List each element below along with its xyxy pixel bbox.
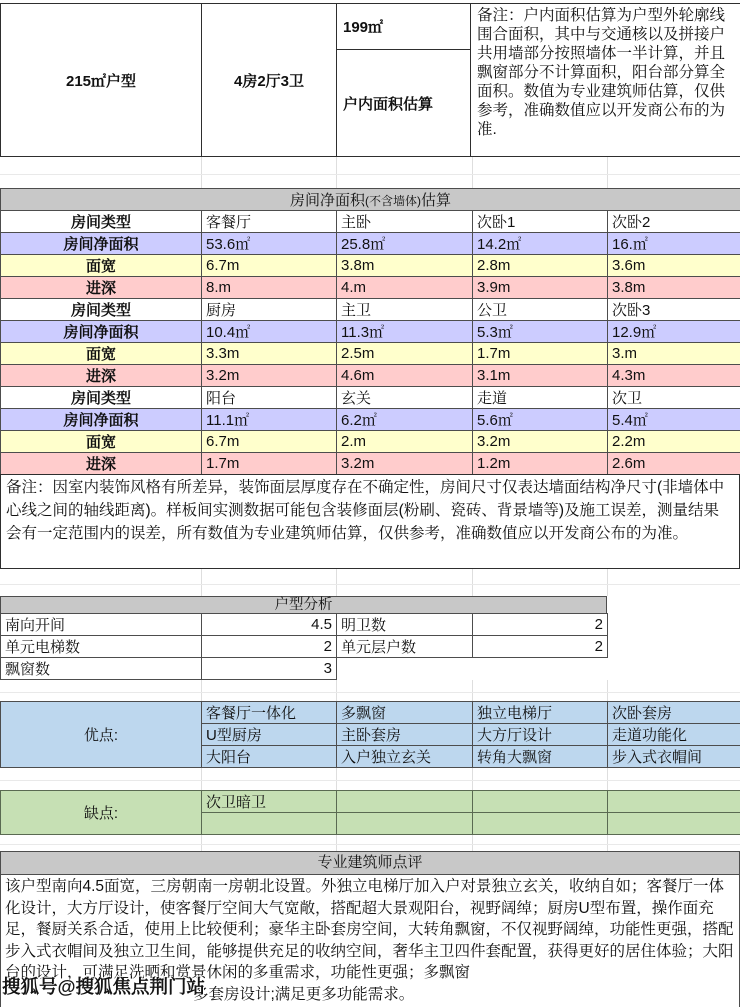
cons-item-cell <box>337 813 473 835</box>
gridline-v <box>336 569 337 596</box>
room-width-cell: 1.7m <box>473 343 608 365</box>
room-area-cell: 10.4㎡ <box>202 321 337 343</box>
room-table-title-main: 房间净面积 <box>289 192 365 209</box>
gridline-v <box>472 569 473 596</box>
analysis-value: 4.5 <box>202 614 337 636</box>
room-row-label: 面宽 <box>1 343 202 365</box>
room-width-cell: 2.5m <box>337 343 473 365</box>
room-row-label: 进深 <box>1 453 202 475</box>
room-row-label: 房间类型 <box>1 387 202 409</box>
room-type-cell: 次卧1 <box>473 211 608 233</box>
spreadsheet-gridlines <box>0 835 740 851</box>
gridline-v <box>201 569 202 596</box>
room-area-cell: 6.2㎡ <box>337 409 473 431</box>
cons-item-cell-row <box>1 791 740 813</box>
unit-note-cell: 备注：户内面积估算为户型外轮廓线围合面积，其中与交通核以及拼接户共用墙部分按照墙体一半计算，并且飘窗部分不计算面积，阳台部分算全面积。数值为专业建筑师估算，仅供参考，准确数值应以开发商公布的为准. <box>471 4 740 157</box>
room-table-row <box>1 409 740 431</box>
analysis-label: 单元电梯数 <box>1 636 202 658</box>
room-area-cell: 16.㎡ <box>608 233 740 255</box>
room-area-cell: 5.6㎡ <box>473 409 608 431</box>
measurement-note: 备注：因室内装饰风格有所差异，装饰面层厚度存在不确定性，房间尺寸仅表达墙面结构净尺寸(非墙体中心线之间的轴线距离)。样板间实测数据可能包含装修面层(粉刷、瓷砖、背景墙等)及施工误差，测量结果会有一定范围内的误差，所有数值为专业建筑师估算，仅供参考，准确数值应以开发商公布的为准。 <box>0 474 740 569</box>
empty-grid-cell <box>473 658 608 680</box>
room-type-cell: 次卧2 <box>608 211 740 233</box>
room-area-cell: 11.3㎡ <box>337 321 473 343</box>
gridline-v <box>472 157 473 188</box>
room-width-cell: 3.m <box>608 343 740 365</box>
analysis-label: 单元层户数 <box>337 636 473 658</box>
room-area-cell: 12.9㎡ <box>608 321 740 343</box>
gridline-v <box>201 680 202 701</box>
room-width-cell: 3.3m <box>202 343 337 365</box>
room-type-cell: 阳台 <box>202 387 337 409</box>
room-type-cell: 玄关 <box>337 387 473 409</box>
room-width-cell: 2.m <box>337 431 473 453</box>
room-table-row <box>1 387 740 409</box>
room-table-row <box>1 277 740 299</box>
review-text-tail: 多套房设计;满足更多功能需求。 <box>193 985 415 1003</box>
room-width-cell: 6.7m <box>202 255 337 277</box>
cons-label: 缺点: <box>1 791 202 835</box>
room-row-label: 房间净面积 <box>1 409 202 431</box>
room-row-label: 面宽 <box>1 431 202 453</box>
analysis-label: 明卫数 <box>337 614 473 636</box>
room-table-row <box>1 255 740 277</box>
room-depth-cell: 3.2m <box>202 365 337 387</box>
gridline-v <box>607 569 608 596</box>
spreadsheet-gridlines <box>0 569 740 596</box>
room-row-label: 房间类型 <box>1 211 202 233</box>
analysis-table <box>0 613 608 680</box>
room-depth-cell: 2.6m <box>608 453 740 475</box>
room-area-cell: 25.8㎡ <box>337 233 473 255</box>
unit-name-cell: 215㎡户型 <box>1 4 202 157</box>
room-table-row <box>1 321 740 343</box>
room-depth-cell: 4.6m <box>337 365 473 387</box>
room-area-cell: 5.3㎡ <box>473 321 608 343</box>
gridline-v <box>336 680 337 701</box>
pros-item-cell: 转角大飘窗 <box>473 746 608 768</box>
pros-item-cell: 大阳台 <box>202 746 337 768</box>
room-type-cell: 主卫 <box>337 299 473 321</box>
cons-table <box>0 790 740 835</box>
gridline-v <box>336 157 337 188</box>
review-text: 该户型南向4.5面宽，三房朝南一房朝北设置。外独立电梯厅加入户对景独立玄关，收纳自如；客餐厅一体化设计，大方厅设计，使客餐厅空间大气宽敞，搭配超大景观阳台，视野阔绰；厨房U型布置，操作面充足，餐厨关系合适，使用上比较便利；豪华主卧套房空间，大转角飘窗，不仅视野阔绰，功能性更强，搭配步入式衣帽间及独立卫生间，能够提供充足的收纳空间，奢华主卫四件套配置，获得更好的居住体验；大阳台的设计，可满足洗晒和赏景休闲的多重需求，功能性更强；多飘窗 <box>5 878 734 982</box>
room-depth-cell: 3.8m <box>608 277 740 299</box>
pros-table <box>0 701 740 768</box>
room-width-cell: 6.7m <box>202 431 337 453</box>
pros-item-cell: 步入式衣帽间 <box>608 746 740 768</box>
gridline-v <box>336 768 337 790</box>
room-row-label: 进深 <box>1 365 202 387</box>
spreadsheet-gridlines <box>0 680 740 701</box>
room-table-title-tail: 估算 <box>421 192 452 209</box>
room-table-row <box>1 299 740 321</box>
gridline-v <box>607 157 608 188</box>
gridline-h <box>0 780 740 781</box>
unit-summary-table <box>0 3 740 157</box>
gridline-v <box>201 157 202 188</box>
room-depth-cell: 4.m <box>337 277 473 299</box>
room-net-area-table <box>0 188 740 475</box>
gridline-v <box>607 680 608 701</box>
room-type-cell: 次卧3 <box>608 299 740 321</box>
room-table-row <box>1 211 740 233</box>
room-table-title-small: (不含墙体) <box>365 194 421 208</box>
room-type-cell: 主卧 <box>337 211 473 233</box>
pros-item-cell: 客餐厅一体化 <box>202 702 337 724</box>
room-depth-cell: 1.2m <box>473 453 608 475</box>
pros-label: 优点: <box>1 702 202 768</box>
analysis-label: 南向开间 <box>1 614 202 636</box>
analysis-value: 3 <box>202 658 337 680</box>
room-table-row <box>1 453 740 475</box>
cons-item-cell <box>337 791 473 813</box>
analysis-value: 2 <box>202 636 337 658</box>
review-title: 专业建筑师点评 <box>0 851 740 875</box>
spreadsheet-gridlines <box>0 157 740 188</box>
room-table-row <box>1 343 740 365</box>
gridline-h <box>0 174 740 175</box>
analysis-row <box>1 658 608 680</box>
room-type-cell: 走道 <box>473 387 608 409</box>
cons-item-cell <box>608 813 740 835</box>
room-area-cell: 11.1㎡ <box>202 409 337 431</box>
gridline-v <box>472 680 473 701</box>
cons-item-cell <box>473 813 608 835</box>
gridline-h <box>0 844 740 845</box>
analysis-row <box>1 636 608 658</box>
room-table-row <box>1 431 740 453</box>
room-area-cell: 14.2㎡ <box>473 233 608 255</box>
pros-item-cell: 次卧套房 <box>608 702 740 724</box>
watermark: 搜狐号@搜狐焦点荆门站 <box>2 976 206 997</box>
room-area-cell: 53.6㎡ <box>202 233 337 255</box>
room-table-row <box>1 365 740 387</box>
pros-item-cell: 独立电梯厅 <box>473 702 608 724</box>
room-depth-cell: 3.2m <box>337 453 473 475</box>
pros-item-cell: 入户独立玄关 <box>337 746 473 768</box>
unit-area-label-cell: 户内面积估算 <box>337 50 471 157</box>
room-width-cell: 3.6m <box>608 255 740 277</box>
pros-item-cell: U型厨房 <box>202 724 337 746</box>
cons-item-cell <box>202 813 337 835</box>
analysis-title: 户型分析 <box>0 596 607 614</box>
room-width-cell: 3.8m <box>337 255 473 277</box>
gridline-v <box>607 768 608 790</box>
room-type-cell: 客餐厅 <box>202 211 337 233</box>
room-row-label: 房间净面积 <box>1 233 202 255</box>
room-width-cell: 2.2m <box>608 431 740 453</box>
room-row-label: 房间净面积 <box>1 321 202 343</box>
room-row-label: 面宽 <box>1 255 202 277</box>
room-depth-cell: 1.7m <box>202 453 337 475</box>
room-depth-cell: 3.9m <box>473 277 608 299</box>
gridline-v <box>201 768 202 790</box>
cons-item-cell <box>473 791 608 813</box>
gridline-v <box>472 768 473 790</box>
unit-layout-cell: 4房2厅3卫 <box>202 4 337 157</box>
room-table-row <box>1 233 740 255</box>
analysis-label: 飘窗数 <box>1 658 202 680</box>
room-depth-cell: 8.m <box>202 277 337 299</box>
unit-area-cell: 199㎡ <box>337 4 471 50</box>
room-depth-cell: 3.1m <box>473 365 608 387</box>
gridline-h <box>0 692 740 693</box>
gridline-h <box>0 584 740 585</box>
room-table-title-row <box>1 189 740 211</box>
room-row-label: 房间类型 <box>1 299 202 321</box>
room-depth-cell: 4.3m <box>608 365 740 387</box>
room-type-cell: 公卫 <box>473 299 608 321</box>
pros-item-cell: 主卧套房 <box>337 724 473 746</box>
room-type-cell: 次卫 <box>608 387 740 409</box>
cons-item-cell <box>608 791 740 813</box>
room-area-cell: 5.4㎡ <box>608 409 740 431</box>
room-table-title <box>1 189 740 211</box>
analysis-row <box>1 614 608 636</box>
cons-item-cell: 次卫暗卫 <box>202 791 337 813</box>
room-width-cell: 3.2m <box>473 431 608 453</box>
empty-grid-cell <box>337 658 473 680</box>
pros-item-cell: 走道功能化 <box>608 724 740 746</box>
spreadsheet-gridlines <box>0 768 740 790</box>
pros-item-cell-row <box>1 702 740 724</box>
pros-item-cell: 多飘窗 <box>337 702 473 724</box>
pros-item-cell: 大方厅设计 <box>473 724 608 746</box>
analysis-value: 2 <box>473 636 608 658</box>
room-row-label: 进深 <box>1 277 202 299</box>
room-width-cell: 2.8m <box>473 255 608 277</box>
analysis-value: 2 <box>473 614 608 636</box>
room-type-cell: 厨房 <box>202 299 337 321</box>
